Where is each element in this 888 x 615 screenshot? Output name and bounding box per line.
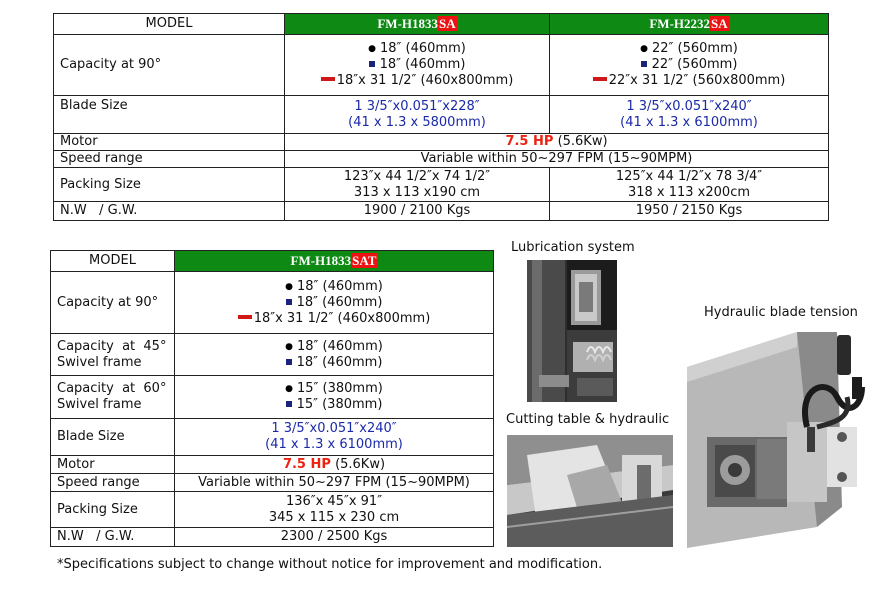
round-bullet-icon: ● xyxy=(285,384,294,394)
square-bullet-icon xyxy=(369,61,375,67)
hydraulic-blade-tension-photo xyxy=(687,327,878,548)
rectangle-bullet-icon xyxy=(593,77,607,81)
weight-fm-h1833sa: 1900 / 2100 Kgs xyxy=(285,202,550,221)
packing-value: 136″x 45″x 91″ 345 x 115 x 230 cm xyxy=(175,492,494,528)
lubrication-system-photo xyxy=(527,260,617,402)
packing-fm-h2232sa: 125″x 44 1/2″x 78 3/4″ 318 x 113 x200cm xyxy=(550,168,829,202)
row-label-capacity-60: Capacity at 60° Swivel frame xyxy=(51,376,175,419)
caption-lubrication: Lubrication system xyxy=(511,240,635,255)
row-label-motor: Motor xyxy=(54,134,285,151)
model-header: MODEL xyxy=(51,251,175,272)
model-fm-h1833sa: FM-H1833SA xyxy=(285,14,550,35)
spec-table-2 xyxy=(50,250,494,547)
square-bullet-icon xyxy=(286,401,292,407)
packing-fm-h1833sa: 123″x 44 1/2″x 74 1/2″ 313 x 113 x190 cm xyxy=(285,168,550,202)
round-bullet-icon: ● xyxy=(285,341,294,352)
cutting-table-photo xyxy=(507,435,673,547)
capacity-60-value: ● 15″ (380mm) 15″ (380mm) xyxy=(175,376,494,419)
capacity-90-value: ● 18″ (460mm) 18″ (460mm) 18″x 31 1/2″ (460x800mm) xyxy=(175,272,494,334)
rectangle-bullet-icon xyxy=(321,77,335,81)
model-fm-h2232sa: FM-H2232SA xyxy=(550,14,829,35)
footnote: *Specifications subject to change without notice for improvement and modification. xyxy=(57,557,603,572)
caption-hydraulic-tension: Hydraulic blade tension xyxy=(704,305,858,320)
model-fm-h1833sat: FM-H1833SAT xyxy=(175,251,494,272)
round-bullet-icon: ● xyxy=(640,44,649,54)
spec-table-1 xyxy=(53,13,829,221)
square-bullet-icon xyxy=(641,61,647,67)
model-header: MODEL xyxy=(54,14,285,35)
row-label-blade: Blade Size xyxy=(54,96,285,134)
row-label-speed: Speed range xyxy=(54,151,285,168)
capacity-fm-h2232sa: ● 22″ (560mm) 22″ (560mm) 22″x 31 1/2″ (560x800mm) xyxy=(550,35,829,96)
row-label-packing: Packing Size xyxy=(51,492,175,528)
row-label-weight: N.W / G.W. xyxy=(51,528,175,547)
speed-value: Variable within 50~297 FPM (15~90MPM) xyxy=(175,474,494,492)
row-label-blade: Blade Size xyxy=(51,419,175,456)
blade-fm-h1833sa: 1 3/5″x0.051″x228″ (41 x 1.3 x 5800mm) xyxy=(285,96,550,134)
row-label-capacity: Capacity at 90° xyxy=(54,35,285,96)
row-label-capacity-45: Capacity at 45° Swivel frame xyxy=(51,334,175,376)
row-label-speed: Speed range xyxy=(51,474,175,492)
row-label-weight: N.W / G.W. xyxy=(54,202,285,221)
capacity-fm-h1833sa: ● 18″ (460mm) 18″ (460mm) 18″x 31 1/2″ (460x800mm) xyxy=(285,35,550,96)
motor-value: 7.5 HP (5.6Kw) xyxy=(175,456,494,474)
row-label-packing: Packing Size xyxy=(54,168,285,202)
blade-value: 1 3/5″x0.051″x240″ (41 x 1.3 x 6100mm) xyxy=(175,419,494,456)
round-bullet-icon: ● xyxy=(368,44,377,54)
capacity-45-value: ● 18″ (460mm) 18″ (460mm) xyxy=(175,334,494,376)
caption-cutting-table: Cutting table & hydraulic xyxy=(506,412,670,427)
row-label-capacity-90: Capacity at 90° xyxy=(51,272,175,334)
row-label-motor: Motor xyxy=(51,456,175,474)
motor-value: 7.5 HP (5.6Kw) xyxy=(285,134,829,151)
square-bullet-icon xyxy=(286,299,292,305)
rectangle-bullet-icon xyxy=(238,315,252,319)
weight-value: 2300 / 2500 Kgs xyxy=(175,528,494,547)
square-bullet-icon xyxy=(286,359,292,365)
blade-fm-h2232sa: 1 3/5″x0.051″x240″ (41 x 1.3 x 6100mm) xyxy=(550,96,829,134)
weight-fm-h2232sa: 1950 / 2150 Kgs xyxy=(550,202,829,221)
speed-value: Variable within 50~297 FPM (15~90MPM) xyxy=(285,151,829,168)
round-bullet-icon: ● xyxy=(285,281,294,292)
